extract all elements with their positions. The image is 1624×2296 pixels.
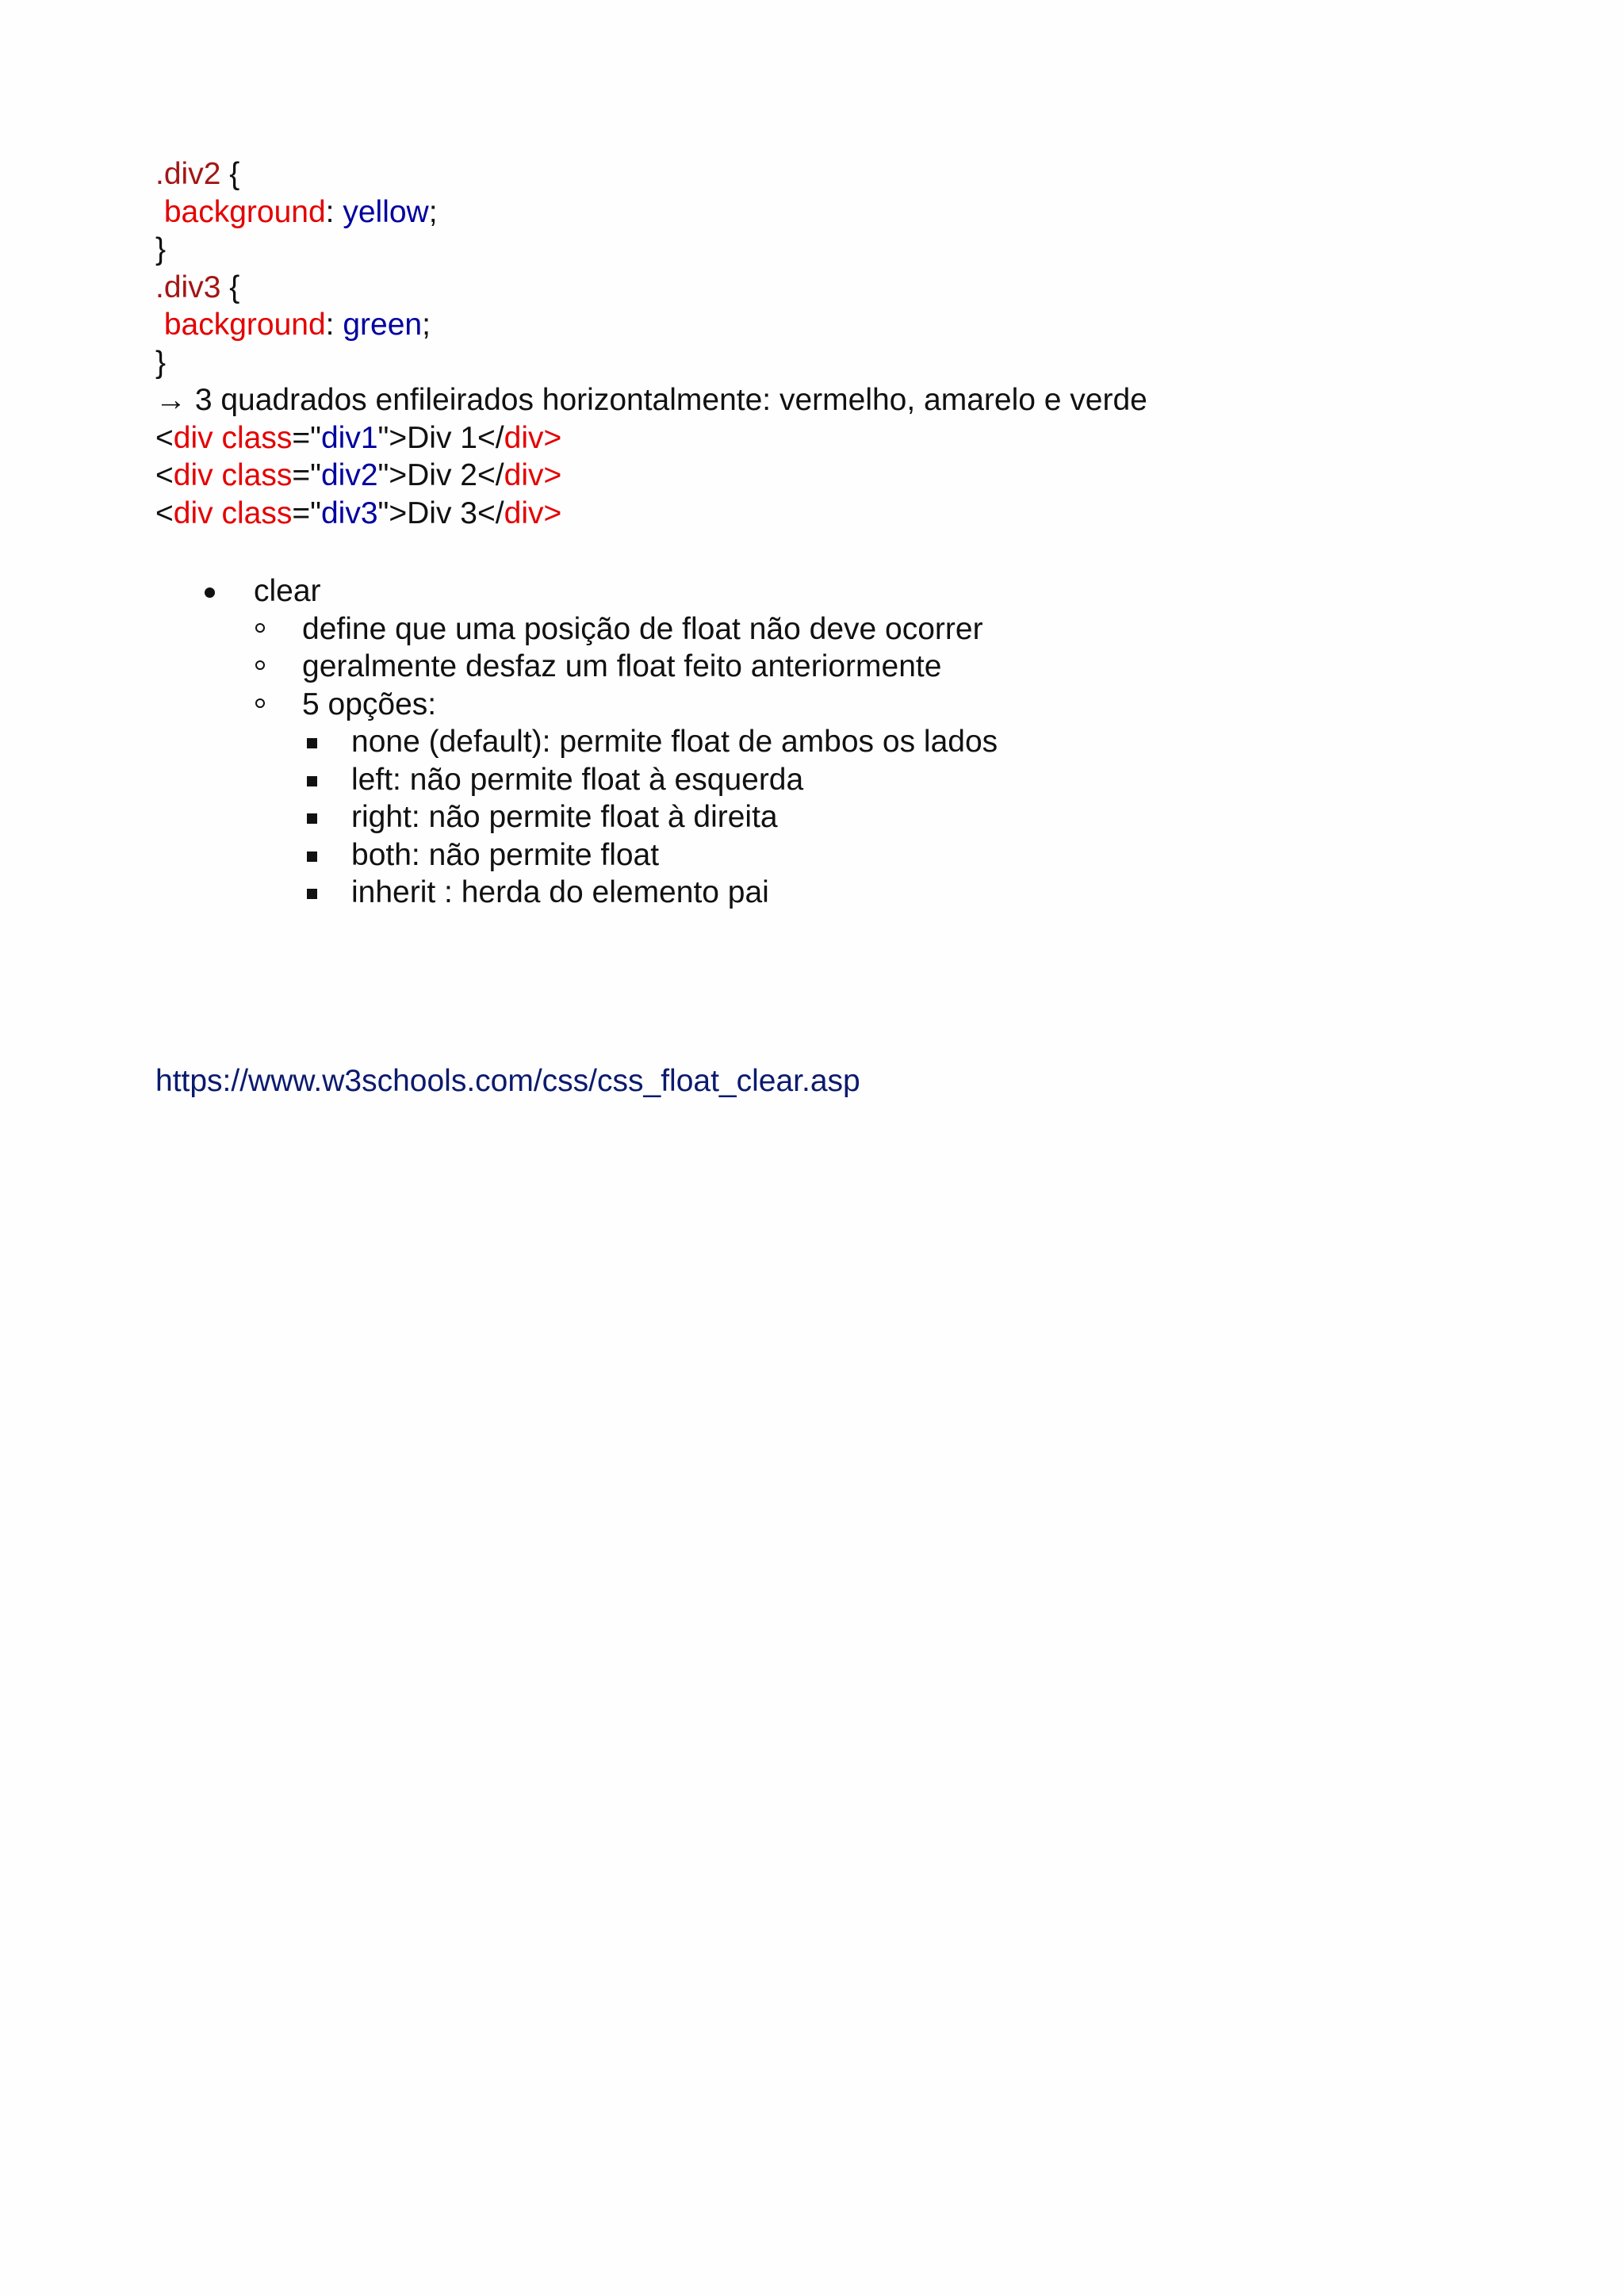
css-property: background bbox=[163, 194, 326, 229]
code-line bbox=[155, 155, 1503, 193]
code-brace: } bbox=[155, 345, 167, 380]
code-semicolon: ; bbox=[422, 308, 431, 342]
description-text: → 3 quadrados enfileirados horizontalmente: vermelho, amarelo e verde bbox=[155, 383, 1147, 417]
sub-list-item-label: geralmente desfaz um float feito anteriormente bbox=[302, 649, 942, 683]
html-code-line: <div class="div1">Div 1</div> bbox=[155, 420, 562, 455]
bullet-circle-icon bbox=[255, 623, 265, 633]
code-line bbox=[155, 231, 1503, 269]
css-value: green bbox=[343, 308, 423, 342]
reference-link[interactable]: https://www.w3schools.com/css/css_float_clear.asp bbox=[155, 1064, 860, 1098]
sub-list-item-label: 5 opções: bbox=[302, 687, 437, 721]
bullet-square-icon bbox=[307, 813, 317, 824]
html-text: Div 3 bbox=[407, 496, 477, 530]
sub-list-item-label: define que uma posição de float não deve ocorrer bbox=[302, 611, 983, 646]
html-code-line: <div class="div3">Div 3</div> bbox=[155, 496, 562, 530]
code-colon: : bbox=[325, 308, 343, 342]
html-code-line: <div class="div2">Div 2</div> bbox=[155, 458, 562, 492]
option-label: none (default): permite float de ambos os lados bbox=[351, 725, 998, 759]
html-attr: class bbox=[213, 420, 293, 455]
bullet-disc-icon bbox=[205, 587, 215, 598]
html-tag: div bbox=[173, 496, 213, 530]
code-semicolon: ; bbox=[428, 194, 438, 229]
option-label: inherit : herda do elemento pai bbox=[351, 875, 769, 909]
option-item bbox=[155, 723, 1503, 761]
html-text: Div 1 bbox=[407, 420, 477, 455]
html-tag: div bbox=[504, 420, 544, 455]
option-item bbox=[155, 836, 1503, 874]
html-attr: class bbox=[213, 458, 293, 492]
html-attr-value: div2 bbox=[320, 458, 378, 492]
bullet-square-icon bbox=[307, 889, 317, 899]
css-value: yellow bbox=[343, 194, 429, 229]
sub-list-item bbox=[155, 686, 1503, 724]
document-page bbox=[155, 155, 1503, 912]
css-selector: .div2 bbox=[155, 157, 221, 191]
code-brace: } bbox=[155, 232, 167, 266]
option-item bbox=[155, 874, 1503, 912]
html-tag: div bbox=[173, 458, 213, 492]
css-property: background bbox=[163, 308, 326, 342]
code-line bbox=[155, 344, 1503, 382]
html-attr: class bbox=[213, 496, 293, 530]
bullet-square-icon bbox=[307, 851, 317, 862]
list-item-label: clear bbox=[254, 574, 321, 608]
code-line bbox=[155, 269, 1503, 307]
bullet-circle-icon bbox=[255, 660, 265, 670]
option-label: left: não permite float à esquerda bbox=[351, 762, 804, 797]
html-attr-value: div1 bbox=[320, 420, 378, 455]
sub-list-item bbox=[155, 610, 1503, 649]
html-tag: div bbox=[504, 458, 544, 492]
html-tag: div bbox=[504, 496, 544, 530]
code-brace: { bbox=[220, 270, 240, 304]
bullet-list bbox=[155, 572, 1503, 912]
option-label: both: não permite float bbox=[351, 837, 660, 872]
option-label: right: não permite float à direita bbox=[351, 800, 778, 834]
bullet-square-icon bbox=[307, 776, 317, 786]
html-tag: div bbox=[173, 420, 213, 455]
option-item bbox=[155, 761, 1503, 799]
code-colon: : bbox=[325, 194, 343, 229]
bullet-square-icon bbox=[307, 738, 317, 748]
option-item bbox=[155, 798, 1503, 836]
code-brace: { bbox=[220, 157, 240, 191]
html-attr-value: div3 bbox=[320, 496, 378, 530]
code-line bbox=[155, 306, 1503, 344]
sub-list-item bbox=[155, 648, 1503, 686]
list-item bbox=[155, 572, 1503, 610]
code-line bbox=[155, 193, 1503, 232]
bullet-circle-icon bbox=[255, 698, 265, 708]
html-text: Div 2 bbox=[407, 458, 477, 492]
css-selector: .div3 bbox=[155, 270, 221, 304]
